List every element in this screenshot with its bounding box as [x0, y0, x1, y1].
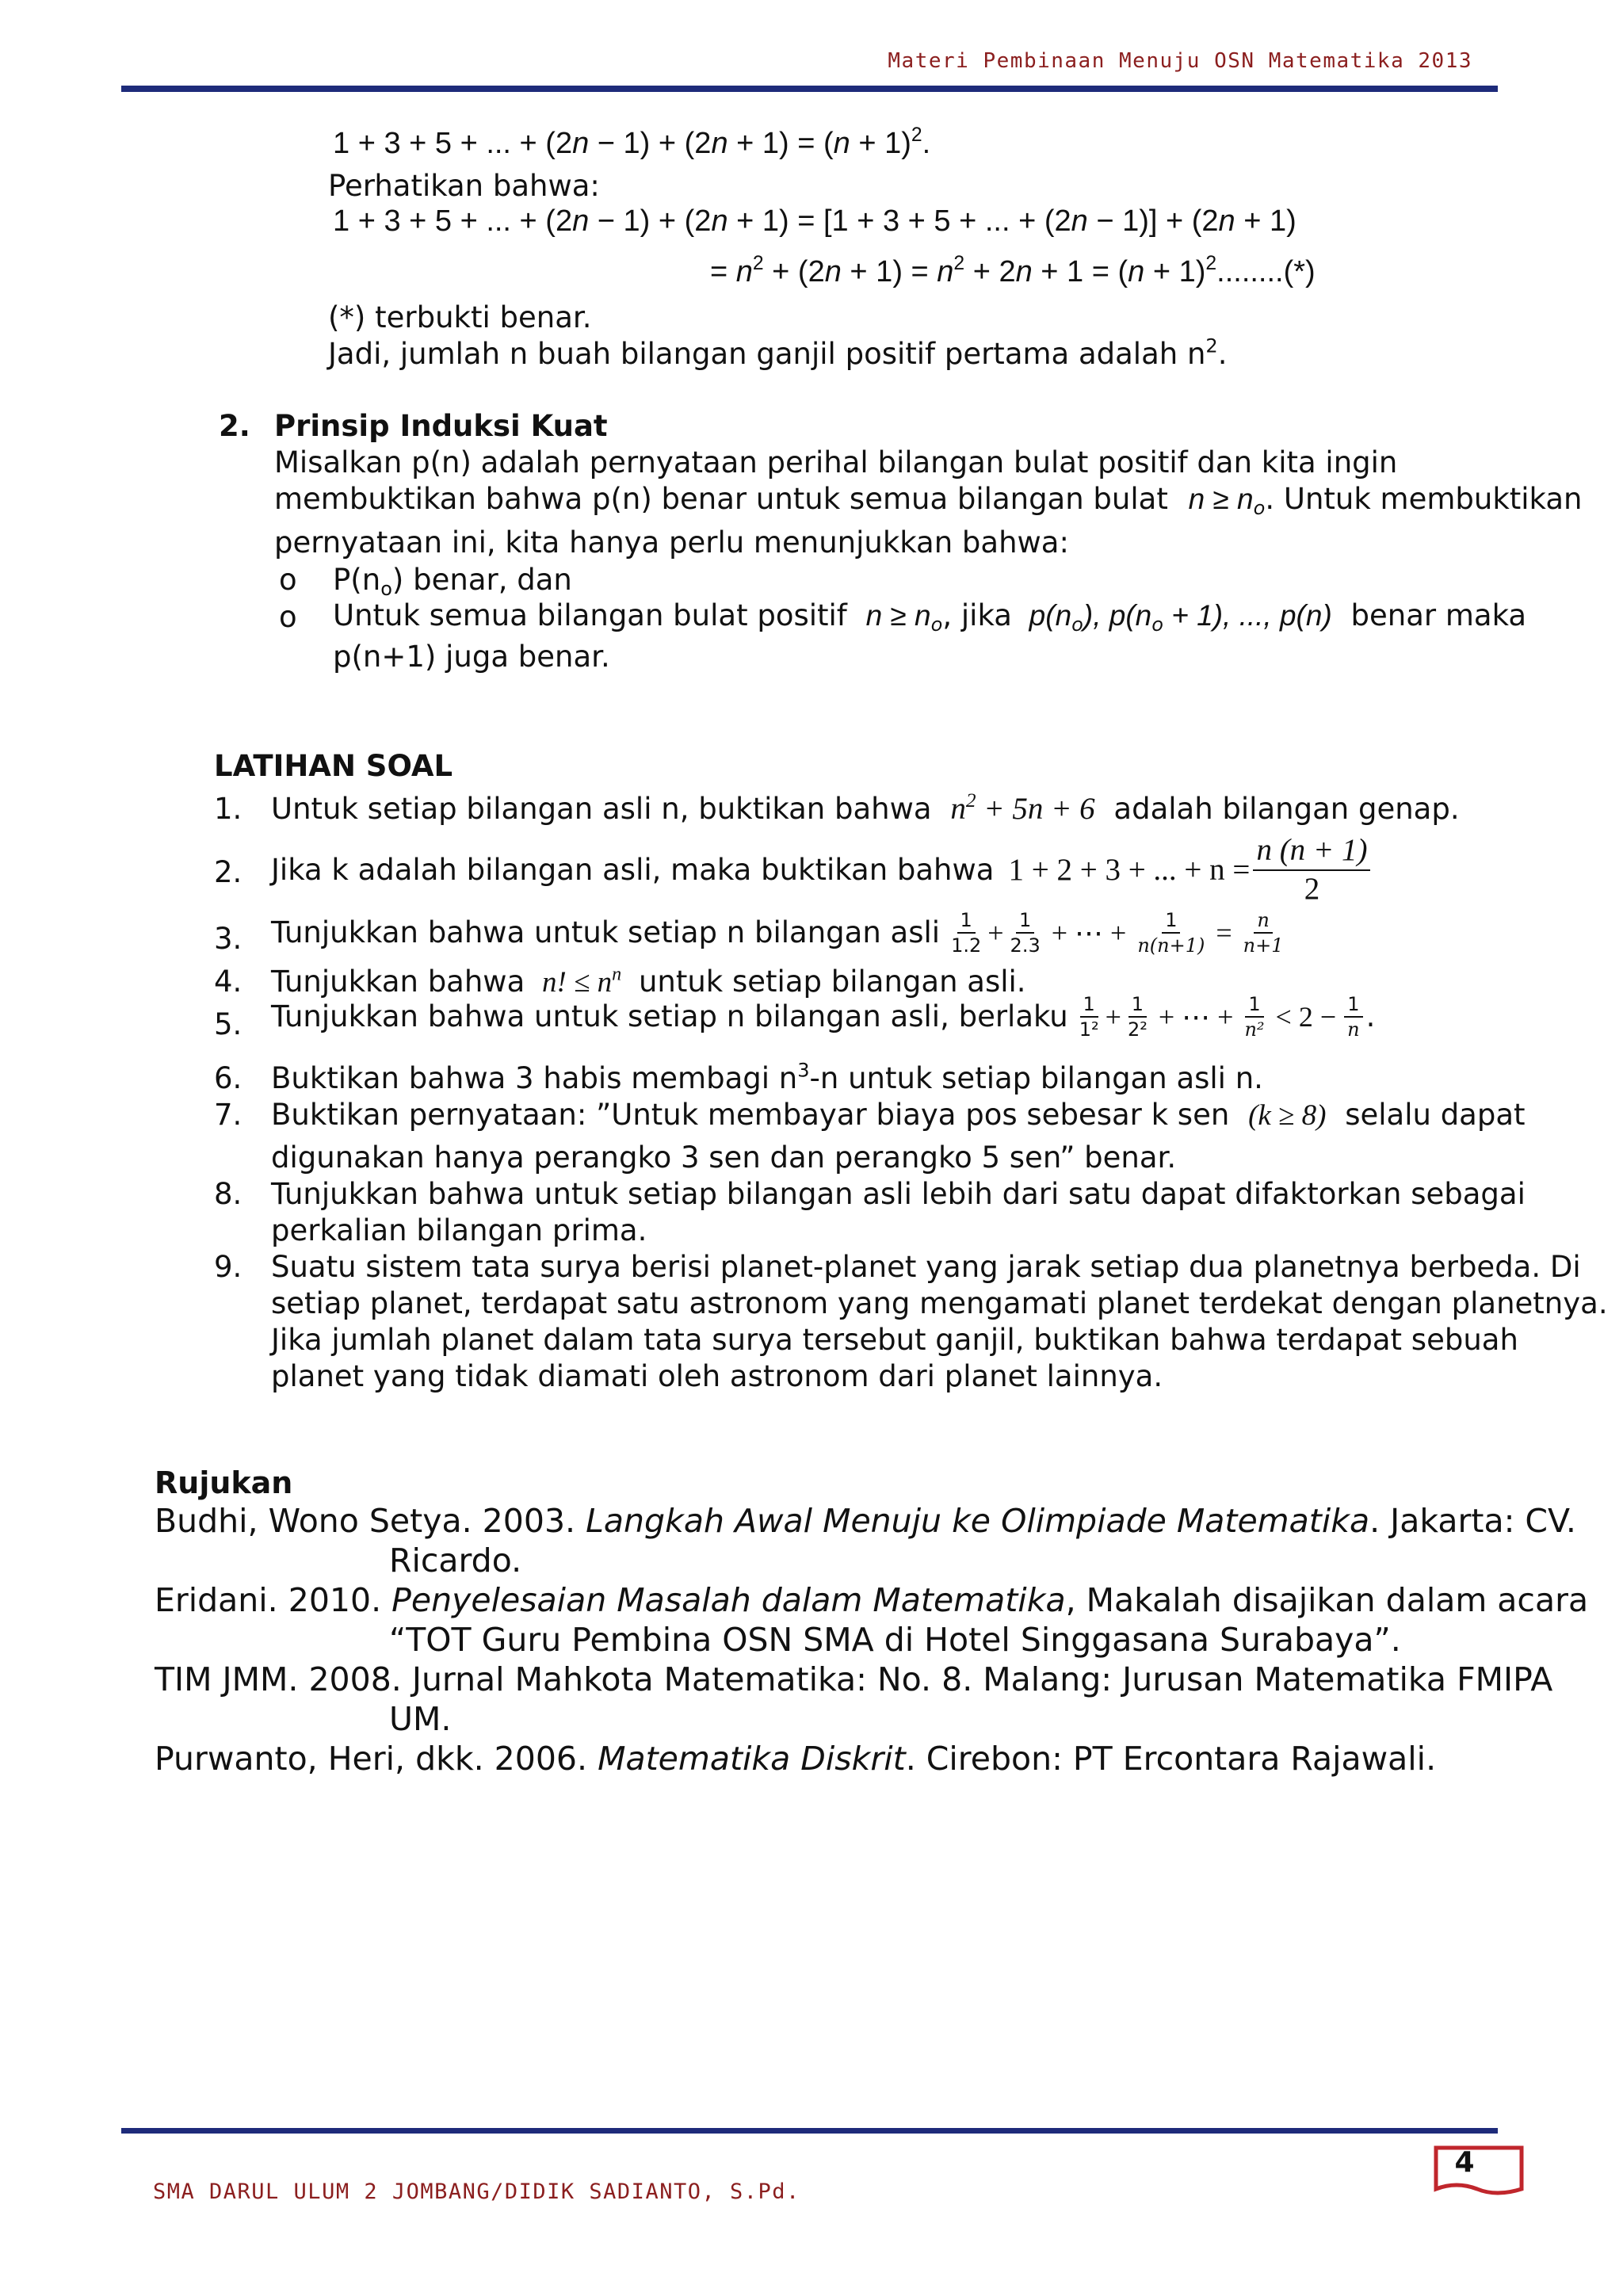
exercise-number: 8.	[214, 1177, 242, 1211]
section-title: Prinsip Induksi Kuat	[274, 409, 608, 443]
exercise-number: 2.	[214, 855, 242, 889]
fraction: $\frac{1}{2.3}$	[1010, 909, 1041, 957]
page-number: 4	[1454, 2146, 1475, 2179]
exercise-item: Tunjukkan bahwa untuk setiap n bilangan asli, berlaku $\frac{1}{\text{1²}}$ + $\frac{1}{\text{2²}}$ + ⋯ + $\frac{1}{\text{n²}}$ < 2 − $\frac{1}{n}$ .	[271, 993, 1376, 1041]
terbukti-text: (*) terbukti benar.	[328, 300, 592, 334]
exercise-item-continuation: digunakan hanya perangko 3 sen dan perangko 5 sen” benar.	[271, 1140, 1177, 1175]
fraction: $\frac{1}{n}$	[1344, 994, 1362, 1041]
reference-continuation: Ricardo.	[389, 1541, 522, 1580]
bullet-item: Untuk semua bilangan bulat positif $n \ge n_o$, jika $p(n_o)$, $p(n_o + 1)$, ..., p(n) benar maka	[333, 598, 1527, 636]
fraction: $\frac{n (n + 1)}{2}$	[1253, 834, 1370, 907]
reference-continuation: “TOT Guru Pembina OSN SMA di Hotel Singgasana Surabaya”.	[389, 1621, 1401, 1659]
exercise-number: 9.	[214, 1250, 242, 1284]
section-number: 2.	[219, 409, 250, 443]
section-paragraph-line: pernyataan ini, kita hanya perlu menunjukkan bahwa:	[274, 525, 1069, 560]
exercise-number: 6.	[214, 1061, 242, 1095]
footer-text: SMA DARUL ULUM 2 JOMBANG/DIDIK SADIANTO, S.Pd.	[153, 2179, 800, 2204]
exercise-item: Buktikan bahwa 3 habis membagi $n^3-n$ untuk setiap bilangan asli n.	[271, 1059, 1263, 1095]
exercise-item-continuation: setiap planet, terdapat satu astronom yang mengamati planet terdekat dengan planetnya.	[271, 1286, 1608, 1320]
conclusion-text: Jadi, jumlah n buah bilangan ganjil positif pertama adalah $n^2$.	[328, 334, 1228, 371]
exercise-number: 4.	[214, 965, 242, 999]
rujukan-title: Rujukan	[155, 1465, 293, 1500]
bullet-item-continuation: p(n+1) juga benar.	[333, 640, 610, 674]
bullet-marker: o	[279, 600, 297, 634]
exercise-item: Tunjukkan bahwa untuk setiap bilangan asli lebih dari satu dapat difaktorkan sebagai	[271, 1177, 1526, 1211]
equation-sum-odd: 1 + 3 + 5 + ... + $(2n - 1) + (2n + 1) = (n + 1)^2$.	[333, 124, 931, 160]
footer-rule	[121, 2128, 1498, 2134]
section-paragraph-line: Misalkan p(n) adalah pernyataan perihal bilangan bulat positif dan kita ingin	[274, 445, 1398, 479]
fraction: $\frac{1}{n(n+1)}$	[1137, 909, 1205, 957]
exercise-number: 7.	[214, 1098, 242, 1132]
bullet-item: $P(n_o)$ benar, dan	[333, 563, 572, 601]
fraction: $\frac{n}{n+1}$	[1243, 909, 1284, 957]
section-paragraph-line: membuktikan bahwa p(n) benar untuk semua bilangan bulat $n \ge n_o$. Untuk membuktikan	[274, 482, 1583, 520]
exercise-item: Suatu sistem tata surya berisi planet-planet yang jarak setiap dua planetnya berbeda. Di	[271, 1250, 1581, 1284]
exercise-item: Untuk setiap bilangan asli n, buktikan bahwa $n^2 + 5n + 6$ adalah bilangan genap.	[271, 789, 1460, 826]
perhatikan-text: Perhatikan bahwa:	[328, 169, 600, 203]
bullet-marker: o	[279, 563, 297, 597]
reference-entry: Budhi, Wono Setya. 2003. Langkah Awal Menuju ke Olimpiade Matematika. Jakarta: CV.	[155, 1502, 1576, 1540]
exercise-item: Jika k adalah bilangan asli, maka buktikan bahwa 1 + 2 + 3 + ... + n = $\frac{n (n + 1)}{2}$	[271, 834, 1373, 907]
exercise-number: 5.	[214, 1007, 242, 1041]
exercise-item: Buktikan pernyataan: ”Untuk membayar biaya pos sebesar k sen (k ≥ 8) selalu dapat	[271, 1098, 1526, 1132]
exercise-number: 1.	[214, 792, 242, 826]
header-title: Materi Pembinaan Menuju OSN Matematika 2013	[888, 49, 1472, 73]
latihan-title: LATIHAN SOAL	[214, 749, 453, 783]
equation-expansion: 1 + 3 + 5 + ... + (2n − 1) + (2n + 1) = [1 + 3 + 5 + ... + (2n − 1)] + (2n + 1)	[333, 204, 1296, 238]
header-rule	[121, 86, 1498, 92]
reference-entry: Eridani. 2010. Penyelesaian Masalah dalam Matematika, Makalah disajikan dalam acara	[155, 1581, 1589, 1619]
reference-continuation: UM.	[389, 1700, 452, 1738]
exercise-number: 3.	[214, 922, 242, 956]
reference-entry: Purwanto, Heri, dkk. 2006. Matematika Diskrit. Cirebon: PT Ercontara Rajawali.	[155, 1740, 1437, 1778]
exercise-item-continuation: planet yang tidak diamati oleh astronom dari planet lainnya.	[271, 1359, 1163, 1393]
fraction: $\frac{1}{1.2}$	[951, 909, 982, 957]
fraction: $\frac{1}{\text{n²}}$	[1244, 993, 1265, 1041]
exercise-item-continuation: Jika jumlah planet dalam tata surya tersebut ganjil, buktikan bahwa terdapat sebuah	[271, 1323, 1518, 1357]
exercise-item: Tunjukkan bahwa untuk setiap n bilangan asli $\frac{1}{1.2}$ + $\frac{1}{2.3}$ + ⋯ + $\frac{1}{n(n+1)}$ = $\frac{n}{n+1}$	[271, 910, 1290, 957]
exercise-item: Tunjukkan bahwa n! ≤ $n^n$ untuk setiap bilangan asli.	[271, 964, 1026, 999]
fraction: $\frac{1}{\text{2²}}$	[1127, 993, 1148, 1041]
exercise-item-continuation: perkalian bilangan prima.	[271, 1213, 647, 1247]
fraction: $\frac{1}{\text{1²}}$	[1079, 993, 1099, 1041]
equation-result: = $n^2 + (2n + 1) = n^2 + 2n + 1 = (n + 1)^2........(*)$	[710, 253, 1316, 288]
reference-entry: TIM JMM. 2008. Jurnal Mahkota Matematika: No. 8. Malang: Jurusan Matematika FMIPA	[155, 1660, 1553, 1698]
